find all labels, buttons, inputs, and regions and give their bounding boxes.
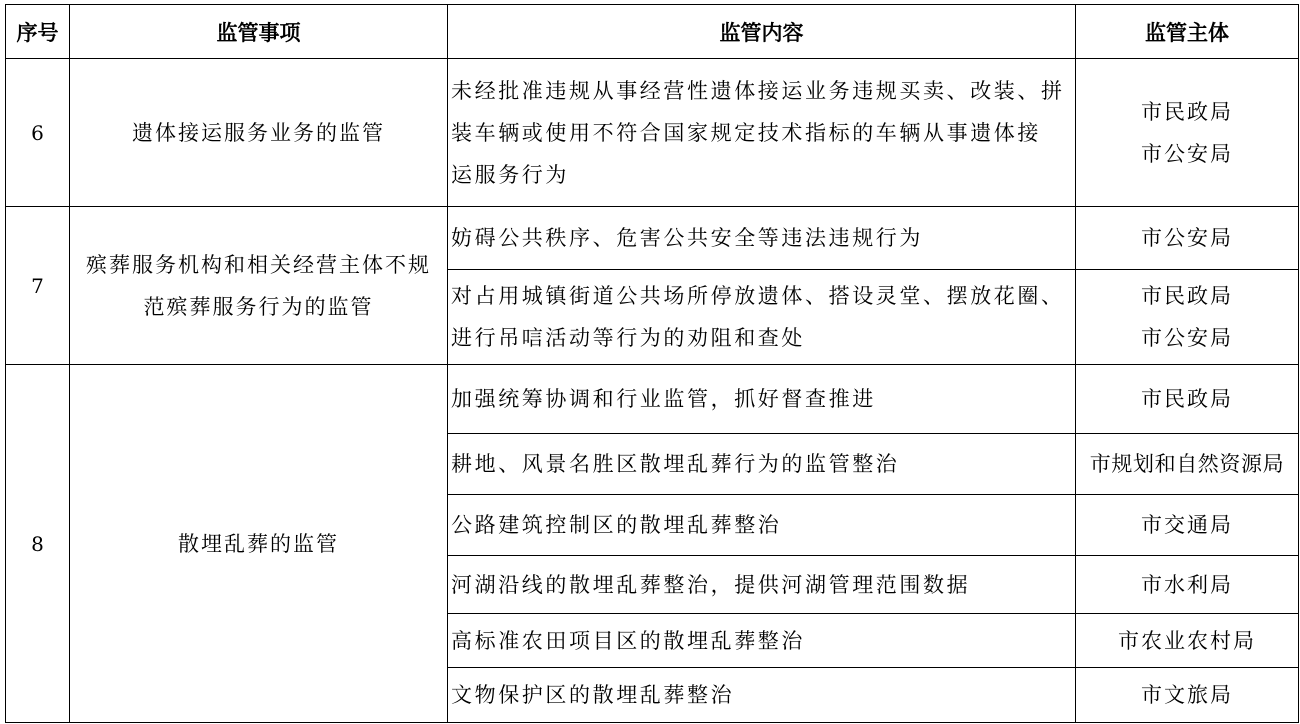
row-content <box>448 270 1076 365</box>
row-content-line: 对占用城镇街道公共场所停放遗体、搭设灵堂、摆放花圈、 <box>451 284 1065 308</box>
org-name: 市交通局 <box>1141 513 1233 537</box>
row-org <box>1076 207 1299 270</box>
supervision-table <box>5 4 1299 723</box>
row-item-line: 散埋乱葬的监管 <box>178 531 339 556</box>
row-content <box>448 614 1076 668</box>
table-header-row <box>6 5 1299 59</box>
table-row <box>6 59 1299 207</box>
row-org <box>1076 270 1299 365</box>
header-content: 监管内容 <box>448 5 1076 59</box>
org-name: 市民政局 <box>1141 387 1233 411</box>
row-index: 7 <box>6 207 70 365</box>
row-content-line: 未经批准违规从事经营性遗体接运业务违规买卖、改装、拼 <box>451 78 1065 103</box>
row-content-line: 妨碍公共秩序、危害公共安全等违法违规行为 <box>451 226 923 250</box>
row-content-line: 装车辆或使用不符合国家规定技术指标的车辆从事遗体接 <box>451 120 1041 145</box>
row-content-line: 公路建筑控制区的散埋乱葬整治 <box>451 513 782 537</box>
row-org <box>1076 668 1299 723</box>
row-content <box>448 668 1076 723</box>
row-org <box>1076 556 1299 614</box>
org-name: 市民政局 <box>1141 284 1233 308</box>
row-item-line: 范殡葬服务行为的监管 <box>143 294 374 319</box>
org-name: 市民政局 <box>1141 99 1233 124</box>
row-content-line: 文物保护区的散埋乱葬整治 <box>451 683 735 707</box>
row-content-line: 耕地、风景名胜区散埋乱葬行为的监管整治 <box>451 452 900 476</box>
header-index: 序号 <box>6 5 70 59</box>
row-content-line: 高标准农田项目区的散埋乱葬整治 <box>451 628 805 653</box>
row-item-line: 殡葬服务机构和相关经营主体不规 <box>86 252 431 277</box>
row-content <box>448 434 1076 495</box>
row-content-line: 河湖沿线的散埋乱葬整治，提供河湖管理范围数据 <box>451 572 971 597</box>
row-org <box>1076 434 1299 495</box>
row-item <box>70 207 448 365</box>
table-row <box>6 365 1299 434</box>
row-index: 8 <box>6 365 70 723</box>
header-item: 监管事项 <box>70 5 448 59</box>
row-content-line: 加强统筹协调和行业监管，抓好督查推进 <box>451 387 876 411</box>
org-name: 市公安局 <box>1141 326 1233 350</box>
org-name: 市规划和自然资源局 <box>1089 452 1285 476</box>
org-name: 市水利局 <box>1141 572 1233 597</box>
row-org <box>1076 59 1299 207</box>
table-row <box>6 207 1299 270</box>
row-org <box>1076 614 1299 668</box>
row-item-line: 遗体接运服务业务的监管 <box>132 120 385 145</box>
row-index: 6 <box>6 59 70 207</box>
header-org: 监管主体 <box>1076 5 1299 59</box>
org-name: 市公安局 <box>1141 226 1233 250</box>
row-content <box>448 207 1076 270</box>
row-content <box>448 59 1076 207</box>
row-org <box>1076 495 1299 556</box>
row-org <box>1076 365 1299 434</box>
row-content-line: 进行吊唁活动等行为的劝阻和查处 <box>451 326 805 350</box>
org-name: 市公安局 <box>1141 141 1233 166</box>
row-content <box>448 556 1076 614</box>
row-content-line: 运服务行为 <box>451 162 569 187</box>
org-name: 市文旅局 <box>1141 683 1233 707</box>
row-content <box>448 495 1076 556</box>
row-content <box>448 365 1076 434</box>
row-item <box>70 59 448 207</box>
org-name: 市农业农村局 <box>1118 628 1256 653</box>
row-item <box>70 365 448 723</box>
